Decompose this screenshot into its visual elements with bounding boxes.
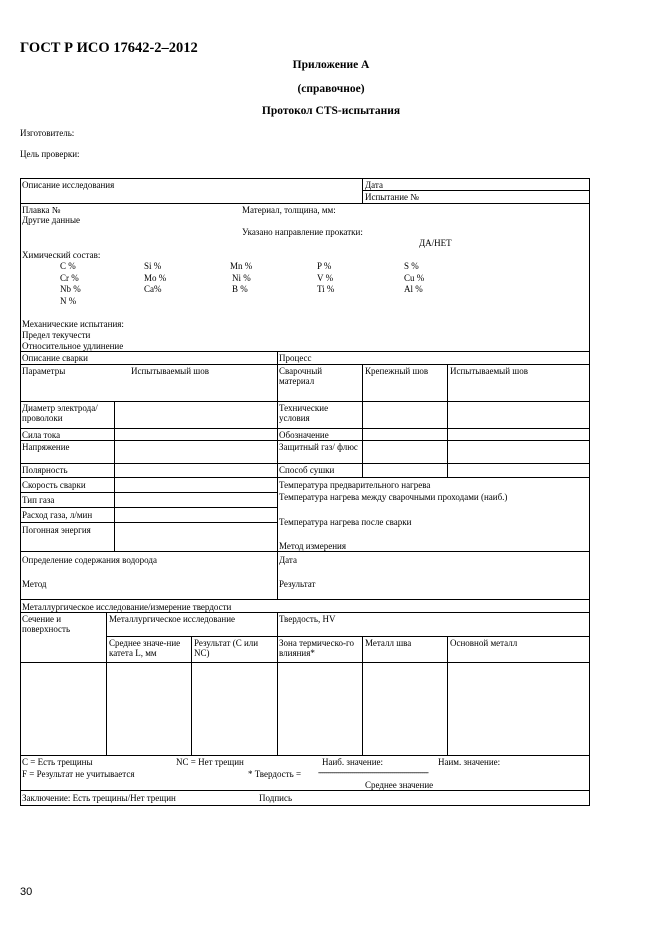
result-label: Результат xyxy=(279,579,316,589)
material-label: Материал, толщина, мм: xyxy=(242,205,336,215)
haz-label: Зона термическо-го влияния* xyxy=(279,638,354,659)
date-label: Дата xyxy=(365,180,383,190)
process-label: Процесс xyxy=(279,353,312,363)
anchor-weld-label: Крепежный шов xyxy=(365,366,429,376)
chem-c: C % xyxy=(60,261,76,271)
appendix-note: (справочное) xyxy=(297,83,365,95)
section-surface-label: Сечение и поверхность xyxy=(22,614,71,635)
mean-value-label: Среднее значение xyxy=(365,780,434,790)
legend-not-counted: F = Результат не учитывается xyxy=(22,769,135,779)
conclusion-label: Заключение: Есть трещины/Нет трещин xyxy=(22,793,176,803)
welding-speed-label: Скорость сварки xyxy=(22,480,86,490)
current-label: Сила тока xyxy=(22,430,61,440)
technical-conditions-label: Технические условия xyxy=(279,403,329,424)
rolling-direction-label: Указано направление прокатки: xyxy=(242,227,363,237)
chem-si: Si % xyxy=(144,261,162,271)
protocol-title: Протокол CTS-испытания xyxy=(261,105,401,117)
metallurgical-research-label: Металлургическое исследование xyxy=(109,614,235,624)
chem-p: P % xyxy=(317,261,332,271)
gas-type-label: Тип газа xyxy=(22,495,55,505)
method-label: Метод xyxy=(22,579,47,589)
chem-mo: Mo % xyxy=(144,273,167,283)
legend-no-cracks: NC = Нет трещин xyxy=(176,757,244,767)
chem-ni: Ni % xyxy=(232,273,251,283)
mechanical-tests-label: Механические испытания: xyxy=(22,319,124,329)
chem-v: V % xyxy=(317,273,334,283)
electrode-diameter-label: Диаметр электрода/ проволоки xyxy=(22,403,98,424)
mean-leg-label: Среднее значе-ние катета L, мм xyxy=(109,638,181,659)
fraction-dashes: ------------------------------------------------------- xyxy=(318,767,428,777)
weld-metal-label: Металл шва xyxy=(365,638,412,648)
designation-label: Обозначение xyxy=(279,430,329,440)
heat-input-label: Погонная энергия xyxy=(22,525,91,535)
preheat-temp-label: Температура предварительного нагрева xyxy=(279,480,431,490)
min-value-label: Наим. значение: xyxy=(438,757,501,767)
test-number-label: Испытание № xyxy=(365,192,419,202)
signature-label: Подпись xyxy=(259,793,293,803)
test-weld-label: Испытываемый шов xyxy=(131,366,209,376)
metallurgy-hardness-label: Металлургическое исследование/измерение твердости xyxy=(22,602,232,612)
legend-cracks: C = Есть трещины xyxy=(22,757,93,767)
heat-number-label: Плавка № xyxy=(22,205,61,215)
date-label-2: Дата xyxy=(279,555,297,565)
result-c-nc-label: Результат (С или NC) xyxy=(194,638,259,659)
welding-material-label: Сварочный материал xyxy=(279,366,323,387)
page-number: 30 xyxy=(20,886,33,898)
hardness-hv-label: Твердость, HV xyxy=(279,614,336,624)
chem-cu: Cu % xyxy=(404,273,425,283)
yes-no-label: ДА/НЕТ xyxy=(419,238,452,248)
chem-mn: Mn % xyxy=(230,261,253,271)
chem-cr: Cr % xyxy=(60,273,79,283)
elongation-label: Относительное удлинение xyxy=(22,341,124,351)
measurement-method-label: Метод измерения xyxy=(279,541,346,551)
chem-nb: Nb % xyxy=(60,284,81,294)
appendix-title: Приложение А xyxy=(292,59,370,71)
max-value-label: Наиб. значение: xyxy=(322,757,384,767)
manufacturer-label: Изготовитель: xyxy=(20,128,75,138)
shielding-gas-label: Защитный газ/ флюс xyxy=(279,442,358,452)
chem-al: Al % xyxy=(404,284,423,294)
purpose-label: Цель проверки: xyxy=(20,149,80,159)
chem-b: B % xyxy=(232,284,248,294)
chem-s: S % xyxy=(404,261,419,271)
postweld-temp-label: Температура нагрева после сварки xyxy=(279,517,412,527)
hardness-eq-label: * Твердость = xyxy=(248,769,302,779)
test-weld-label-2: Испытываемый шов xyxy=(450,366,528,376)
parameters-label: Параметры xyxy=(22,366,66,376)
gas-flow-label: Расход газа, л/мин xyxy=(22,510,93,520)
drying-method-label: Способ сушки xyxy=(279,465,335,475)
voltage-label: Напряжение xyxy=(22,442,70,452)
standard-number: ГОСТ Р ИСО 17642-2–2012 xyxy=(20,40,198,56)
other-data-label: Другие данные xyxy=(22,215,81,225)
research-description-label: Описание исследования xyxy=(22,180,115,190)
hydrogen-determination-label: Определение содержания водорода xyxy=(22,555,157,565)
chemical-composition-label: Химический состав: xyxy=(22,250,101,260)
chem-ca: Ca% xyxy=(144,284,162,294)
chem-n: N % xyxy=(60,296,77,306)
base-metal-label: Основной металл xyxy=(450,638,518,648)
welding-description-label: Описание сварки xyxy=(22,353,88,363)
yield-strength-label: Предел текучести xyxy=(22,330,91,340)
polarity-label: Полярность xyxy=(22,465,68,475)
interpass-temp-label: Температура нагрева между сварочными проходами (наиб.) xyxy=(279,492,508,502)
chem-ti: Ti % xyxy=(317,284,335,294)
